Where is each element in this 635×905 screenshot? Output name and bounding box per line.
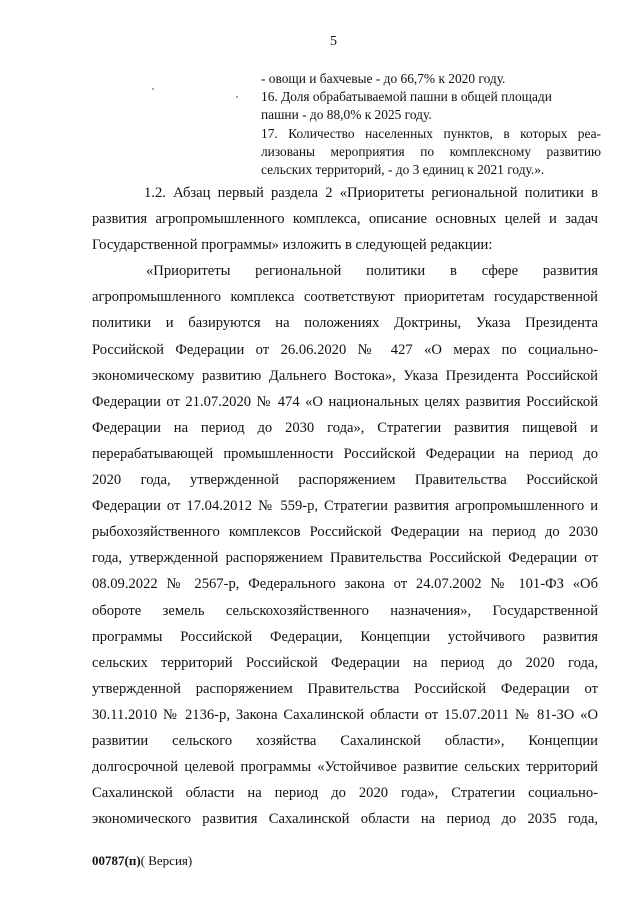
paragraph-line: Федерации от 21.07.2020 № 474 «О национальных целях развития Российской [92,393,598,410]
paragraph-line: программы Российской Федерации, Концепции устойчивого развития [92,628,598,645]
paragraph-line: 30.11.2010 № 2136-р, Закона Сахалинской области от 15.07.2011 № 81-ЗО «О [92,706,598,723]
paragraph-line: утвержденной распоряжением Правительства Российской Федерации от [92,680,598,697]
list-line: 16. Доля обрабатываемой пашни в общей площади [261,89,552,105]
paragraph-line: Сахалинской области на период до 2020 года», Стратегии социально- [92,785,598,802]
list-line: 17. Количество населенных пунктов, в которых реа- [261,125,601,141]
scan-speck [152,88,154,90]
paragraph-line: Федерации на период до 2030 года», Стратегии развития пищевой и [92,419,598,436]
paragraph-line: перерабатывающей промышленности Российской Федерации на период до [92,445,598,462]
paragraph-line: 08.09.2022 № 2567-р, Федерального закона от 24.07.2002 № 101-ФЗ «Об [92,576,598,593]
paragraph-line: рыбохозяйственного комплексов Российской Федерации на период до 2030 [92,524,598,541]
paragraph-line: «Приоритеты региональной политики в сфере развития [146,263,598,280]
paragraph-line: развитии сельского хозяйства Сахалинской области», Концепции [92,732,598,749]
indicator-list [261,70,601,179]
paragraph-line: Государственной программы» изложить в следующей редакции: [92,237,493,254]
paragraph-line: Российской Федерации от 26.06.2020 № 427 «О мерах по социально- [92,341,598,358]
paragraph-line: сельских территорий Российской Федерации на период до 2020 года, [92,654,598,671]
page-number: 5 [330,34,337,49]
paragraph-line: года, утвержденной распоряжением Правительства Российской Федерации от [92,550,598,567]
list-line: пашни - до 88,0% к 2025 году. [261,107,432,123]
paragraph-line: 1.2. Абзац первый раздела 2 «Приоритеты региональной политики в [144,185,598,201]
paragraph-line: агропромышленного комплекса соответствуют приоритетам государственной [92,289,598,306]
body-text [92,180,598,832]
version-label: ( Версия) [140,853,193,868]
paragraph-line: развития агропромышленного комплекса, описание основных целей и задач [92,211,598,228]
paragraph-line: обороте земель сельскохозяйственного назначения», Государственной [92,602,598,619]
footer [92,853,192,869]
list-line: - овощи и бахчевые - до 66,7% к 2020 году. [261,71,506,86]
paragraph-line: долгосрочной целевой программы «Устойчивое развитие сельских территорий [92,759,598,776]
paragraph-line: экономического развития Сахалинской области на период до 2035 года, [92,811,598,828]
paragraph-line: Федерации от 17.04.2012 № 559-р, Стратегии развития агропромышленного и [92,498,598,515]
document-code: 00787(п) [92,853,141,868]
paragraph-line: 2020 года, утвержденной распоряжением Правительства Российской [92,472,598,489]
list-line: лизованы мероприятия по комплексному развитию [261,143,601,159]
paragraph-line: экономическому развитию Дальнего Востока», Указа Президента Российской [92,367,598,384]
list-line: сельских территорий, - до 3 единиц к 2021 году.». [261,162,545,178]
scan-speck [236,96,238,98]
paragraph-line: политики и базируются на положениях Доктрины, Указа Президента [92,315,598,332]
